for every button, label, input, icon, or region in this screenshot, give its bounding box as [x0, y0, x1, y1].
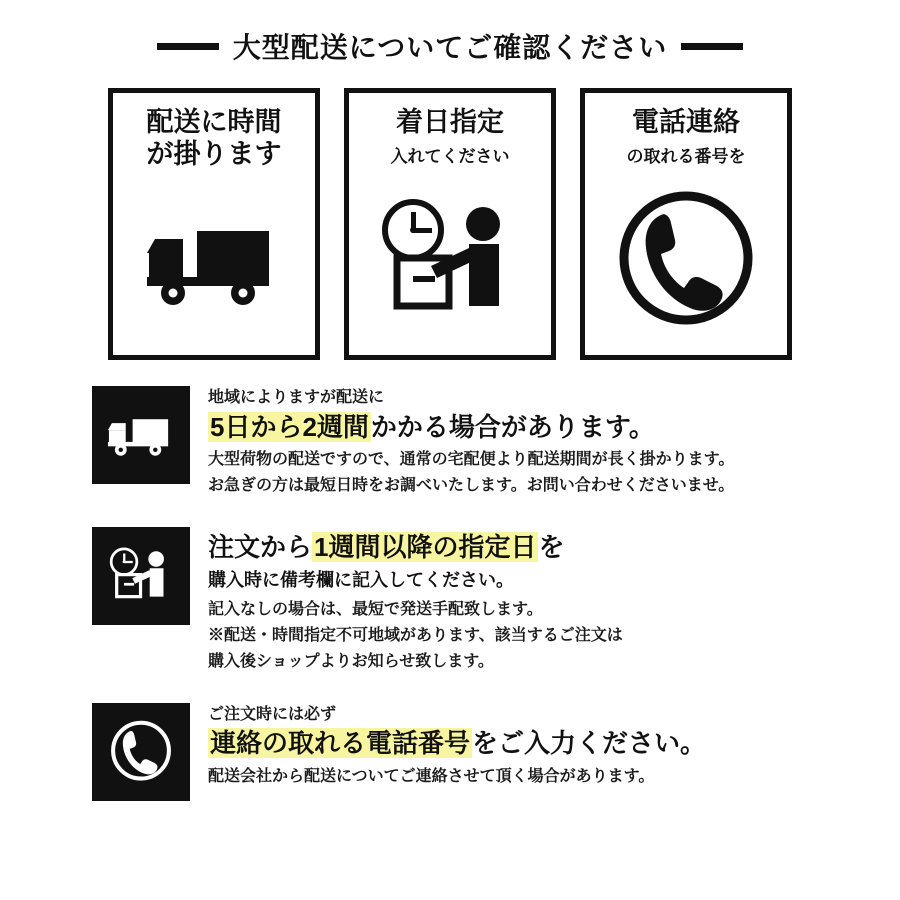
notice-row-detail-line: 記入なしの場合は、最短で発送手配致します。	[208, 600, 543, 618]
notice-row-detail-line: 配送会社から配送についてご連絡させて頂く場合があります。	[208, 767, 655, 785]
highlight-text: 1週間以降の指定日	[314, 532, 537, 563]
notice-box-title: 着日指定	[396, 107, 504, 137]
notice-box-subtitle: 入れてください	[390, 146, 510, 166]
notice-row-texts	[208, 527, 623, 674]
phone-icon	[585, 167, 787, 355]
headline-head: 注文から	[208, 532, 313, 563]
notice-row-subline: 購入時に備考欄に記入してください。	[208, 569, 514, 590]
clock-delivery-person-icon	[349, 167, 551, 355]
notice-row-lead: 地域によりますが配送に	[208, 389, 385, 406]
highlight-text: 5日から2週間	[210, 411, 369, 442]
notice-box-date-designation	[344, 88, 556, 360]
page-title: 大型配送についてご確認ください	[232, 32, 668, 63]
notice-row-delivery-time	[92, 386, 870, 499]
notice-box-title: 配送に時間 が掛ります	[146, 107, 282, 169]
truck-icon	[92, 386, 190, 484]
notice-row-detail-line: ※配送・時間指定不可地域があります、該当するご注文は	[208, 626, 623, 644]
notice-row-headline	[208, 531, 623, 564]
truck-icon	[113, 171, 315, 355]
notice-row-headline	[208, 411, 734, 444]
phone-icon	[92, 703, 190, 801]
headline-tail: を	[538, 532, 565, 563]
notice-row-detail-line: 購入後ショップよりお知らせ致します。	[208, 652, 494, 670]
page-header	[0, 0, 900, 66]
notice-row-date-designation	[92, 527, 870, 674]
highlight-text: 連絡の取れる電話番号	[210, 728, 471, 759]
notice-rows	[0, 386, 900, 801]
headline-tail: をご入力ください。	[472, 728, 707, 759]
notice-row-texts	[208, 386, 734, 499]
notice-row-detail-line: お急ぎの方は最短日時をお調べいたします。お問い合わせくださいませ。	[208, 477, 735, 495]
notice-box-group	[0, 88, 900, 360]
notice-box-delivery-time	[108, 88, 320, 360]
notice-box-subtitle: の取れる番号を	[626, 146, 746, 166]
clock-delivery-person-icon	[92, 527, 190, 625]
notice-row-detail-line: 大型荷物の配送ですので、通常の宅配便より配送期間が長く掛かります。	[208, 451, 735, 469]
header-rule-left	[157, 43, 219, 50]
notice-box-phone-contact	[580, 88, 792, 360]
notice-row-lead: ご注文時には必ず	[208, 705, 337, 723]
headline-tail: かかる場合があります。	[370, 411, 655, 442]
header-rule-right	[681, 43, 743, 50]
notice-row-headline	[208, 727, 706, 760]
notice-row-phone-contact	[92, 703, 870, 801]
notice-row-texts	[208, 703, 706, 790]
notice-box-title: 電話連絡	[632, 107, 740, 137]
